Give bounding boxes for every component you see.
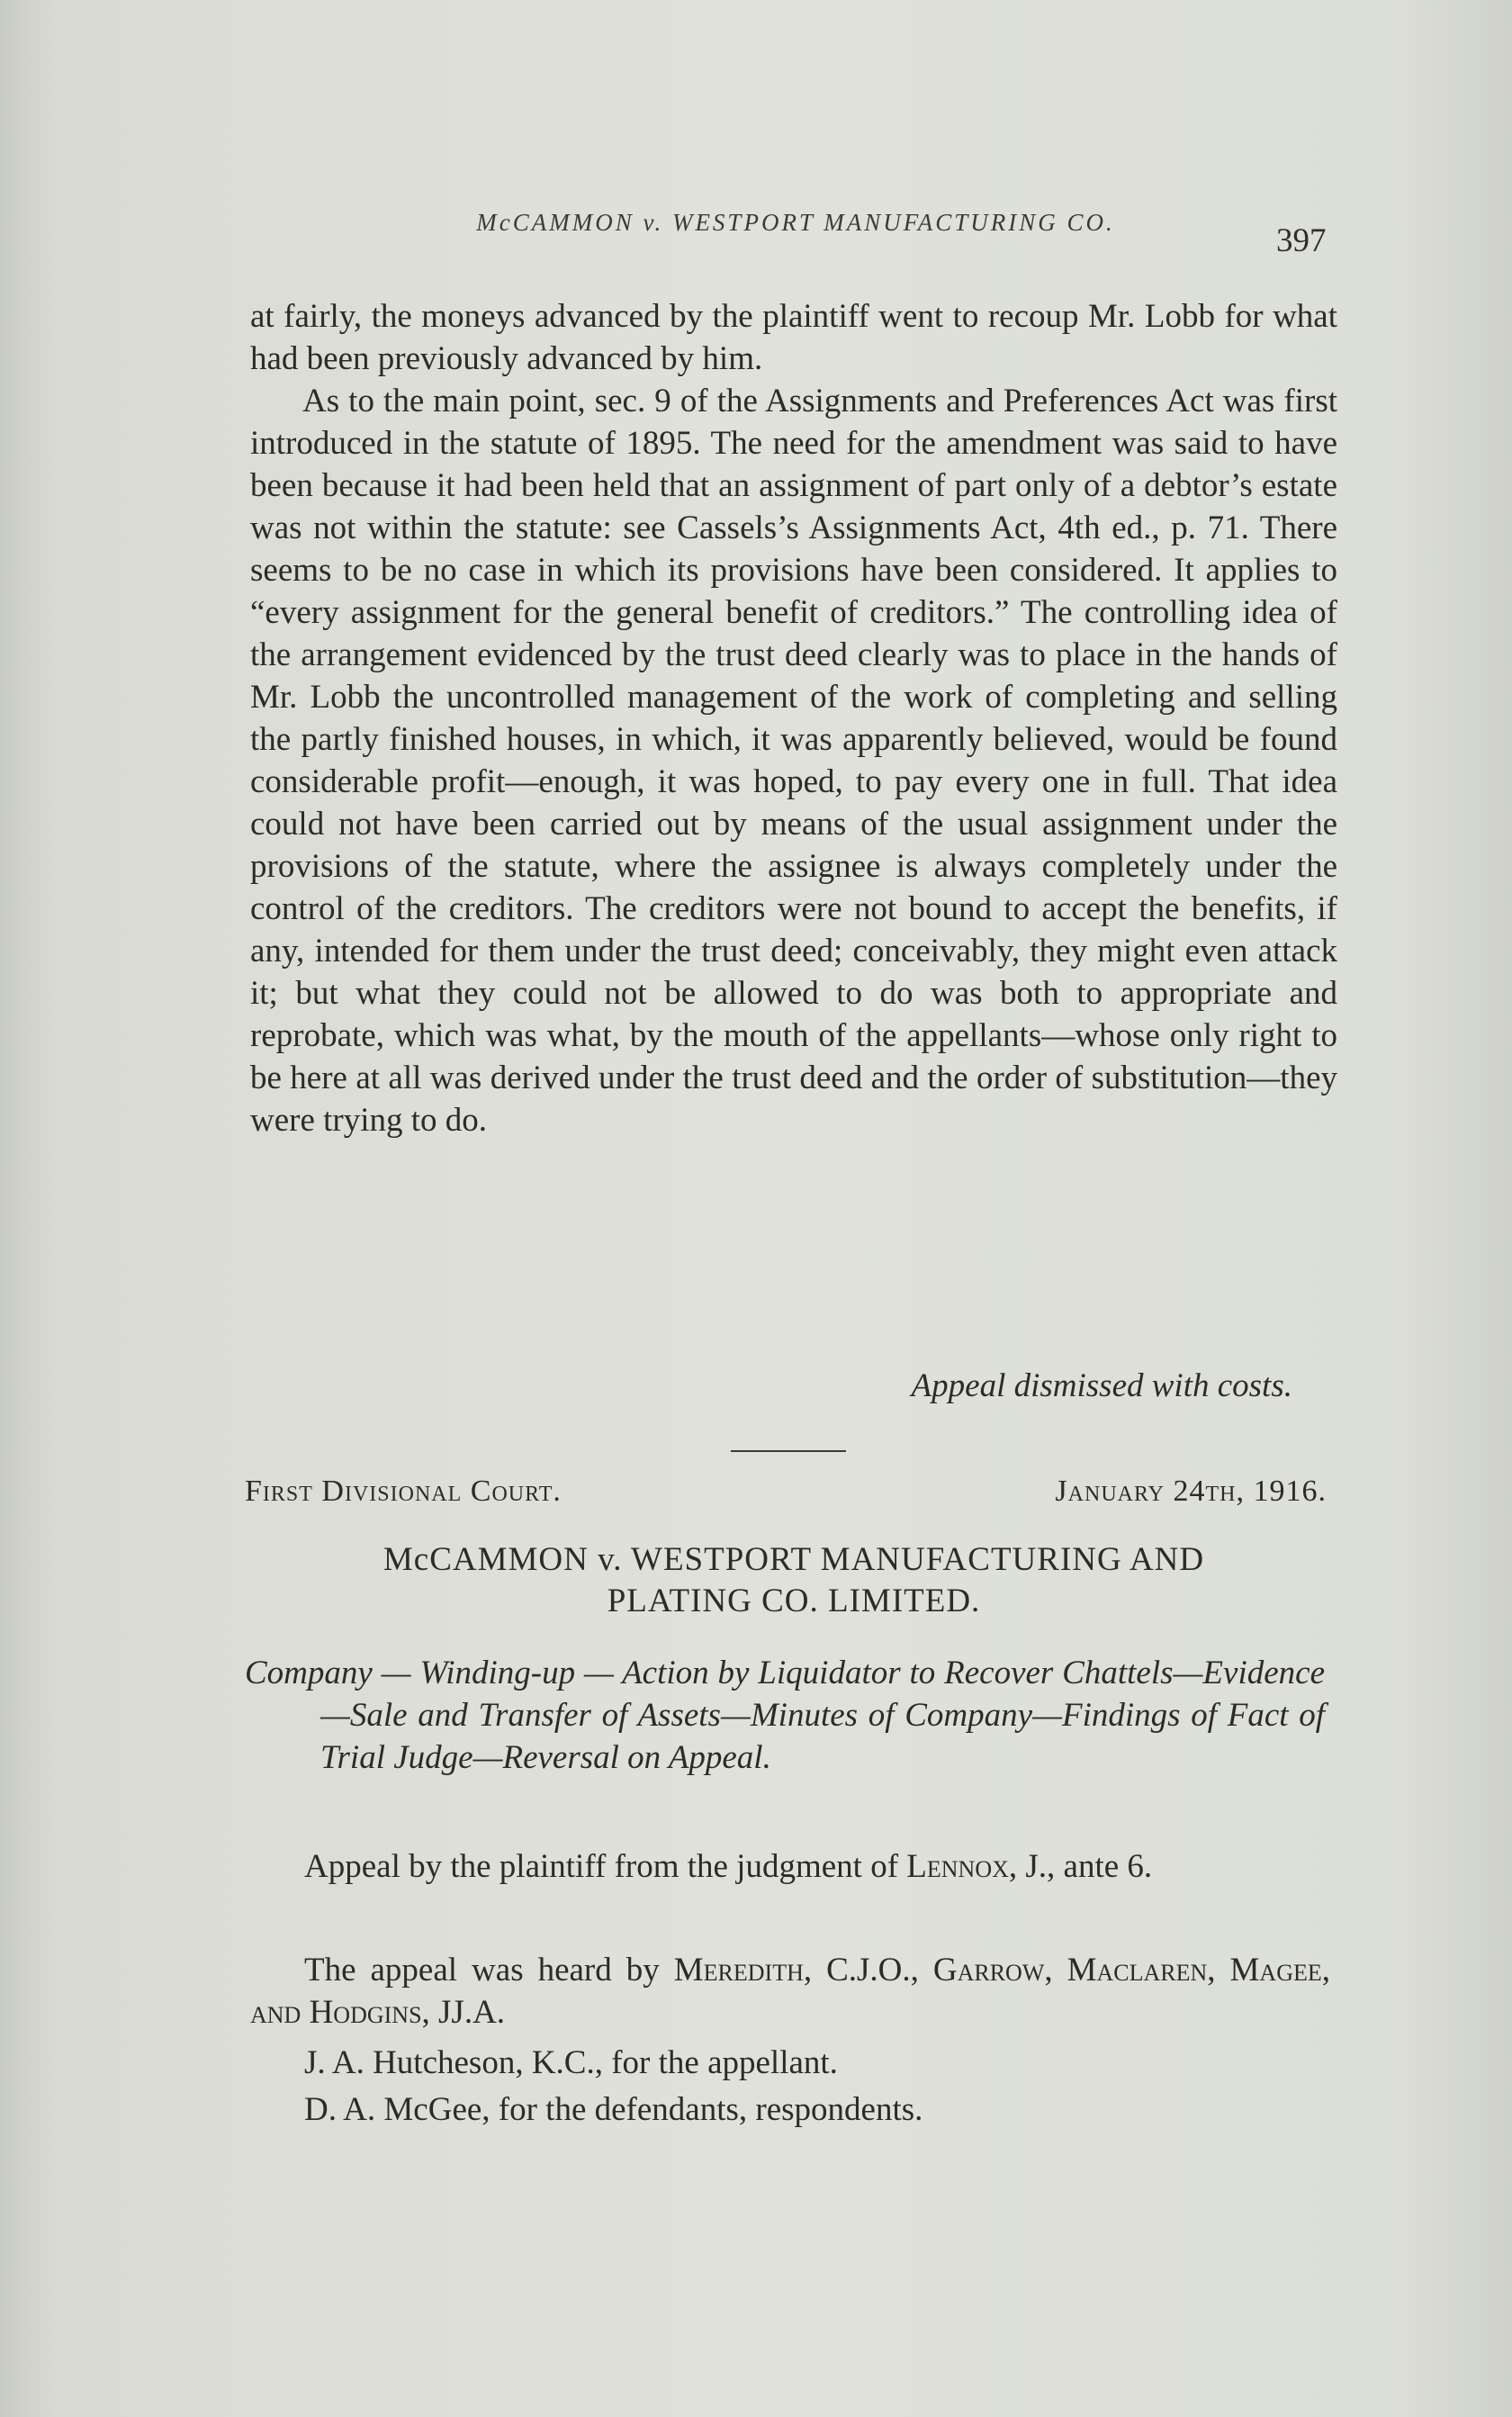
case-title-line: McCAMMON v. WESTPORT MANUFACTURING AND: [382, 1541, 1205, 1578]
counsel-appellant: [250, 2042, 1330, 2084]
paragraph: As to the main point, sec. 9 of the Assignments and Preferences Act was first introduced in the statute of 1895. The need for the amendment was said to have been because it had been held that an assignment of part only of a debtor’s estate was not within the statute: see Cassels’s Assignments Act, 4th ed., p. 71. There seems to be no case in which its provisions have been considered. It applies to “every assignment for the general benefit of creditors.” The controlling idea of the arrangement evidenced by the trust deed clearly was to place in the hands of Mr. Lobb the uncontrolled management of the work of completing and selling the partly finished houses, in which, it was apparently believed, would be found considerable profit—enough, it was hoped, to pay every one in full. That idea could not have been carried out by means of the usual assignment under the provisions of the statute, where the assignee is always completely under the control of the creditors. The creditors were not bound to accept the benefits, if any, intended for them under the trust deed; conceivably, they might even attack it; but what they could not be allowed to do was both to appropriate and reprobate, which was what, by the mouth of the appellants—whose only right to be here at all was derived under the trust deed and the order of substitution—they were trying to do.: [250, 383, 1337, 1139]
case-title: [250, 1539, 1337, 1622]
judgment-text: [250, 295, 1337, 1141]
paragraph: at fairly, the moneys advanced by the plaintiff went to recoup Mr. Lobb for what had been previously advanced by him.: [250, 298, 1337, 377]
citation: , ante 6.: [1047, 1848, 1153, 1885]
running-header: McCAMMON v. WESTPORT MANUFACTURING CO.: [476, 209, 1115, 236]
appeal-text: Appeal by the plaintiff from the judgment of: [304, 1848, 907, 1885]
trial-judge: Lennox, J.: [906, 1848, 1048, 1885]
paragraph: [250, 1949, 1330, 2034]
heard-text: The appeal was heard by: [304, 1952, 674, 1989]
paragraph: J. A. Hutcheson, K.C., for the appellant.: [304, 2044, 838, 2081]
disposition: Appeal dismissed with costs.: [911, 1367, 1292, 1404]
page-number: 397: [1276, 222, 1327, 259]
headnote: Company — Winding-up — Action by Liquidator to Recover Chattels—Evidence—Sale and Transfer of Assets—Minutes of Company—Findings of Fact of Trial Judge—Reversal on Appeal.: [245, 1655, 1325, 1776]
paragraph: D. A. McGee, for the defendants, respondents.: [304, 2091, 923, 2128]
heard-by-statement: [250, 1949, 1330, 2034]
court-name: First Divisional Court.: [245, 1475, 562, 1508]
decision-date: January 24th, 1916.: [1055, 1475, 1327, 1508]
paragraph: [250, 1845, 1330, 1888]
counsel-respondents: [250, 2088, 1330, 2131]
appeal-statement: [250, 1845, 1330, 1888]
bench-judges: Meredith, C.J.O., Garrow, Maclaren, Magee, and Hodgins, JJ.A.: [250, 1952, 1330, 2031]
case-title-line: PLATING CO. LIMITED.: [607, 1583, 981, 1619]
section-divider: [731, 1450, 846, 1452]
